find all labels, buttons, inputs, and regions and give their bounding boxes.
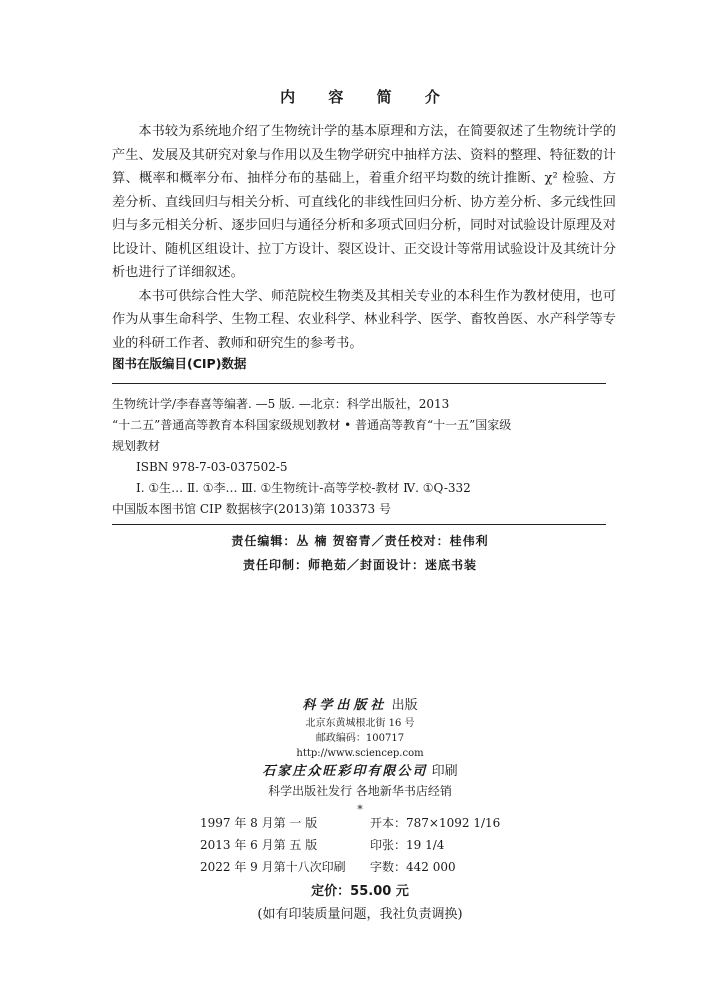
star-separator: * <box>357 803 363 816</box>
distribution-line: 科学出版社发行 各地新华书店经销 <box>268 784 452 798</box>
edition-spec: 字数：442 000 <box>370 860 456 874</box>
edition-row <box>200 856 500 878</box>
cip-top-rule <box>112 383 606 384</box>
cip-series-line-cont: 规划教材 <box>112 439 161 453</box>
quality-notice: (如有印装质量问题，我社负责调换) <box>257 907 463 922</box>
cip-title-line: 生物统计学/李春喜等编著. —5 版. —北京：科学出版社，2013 <box>112 397 450 411</box>
publisher-postcode: 邮政编码：100717 <box>315 733 405 744</box>
editor-credits: 责任编辑：丛 楠 贺窑青／责任校对：桂伟利 <box>231 534 489 548</box>
printer-line <box>0 762 720 782</box>
cip-isbn: ISBN 978-7-03-037502-5 <box>136 460 288 474</box>
cip-classification: Ⅰ. ①生… Ⅱ. ①李… Ⅲ. ①生物统计-高等学校-教材 Ⅳ. ①Q-332 <box>136 481 471 495</box>
publisher-logo: 科学出版社 <box>302 698 388 713</box>
publisher-line <box>0 696 720 716</box>
cip-series-line: “十二五”普通高等教育本科国家级规划教材 • 普通高等教育“十一五”国家级 <box>112 418 512 432</box>
edition-spec: 开本：787×1092 1/16 <box>370 816 501 830</box>
publisher-suffix: 出版 <box>391 698 418 713</box>
printer-suffix: 印刷 <box>431 764 458 779</box>
edition-date: 2022 年 9 月第十八次印刷 <box>200 860 346 874</box>
page-title: 内 容 简 介 <box>280 88 454 106</box>
edition-spec: 印张：19 1/4 <box>370 838 445 852</box>
edition-row <box>200 812 500 834</box>
summary-paragraph-1: 本书较为系统地介绍了生物统计学的基本原理和方法，在简要叙述了生物统计学的产生、发展及其研究对象与作用以及生物学研究中抽样方法、资料的整理、特征数的计算、概率和概率分布、抽样分布的基础上，着重介绍平均数的统计推断、χ² 检验、方差分析、直线回归与相关分析、可直线化的非线性回归分析、协方差分析、多元线性回归与多元相关分析、逐步回归与通径分析和多项式回归分析，同时对试验设计原理及对比设计、随机区组设计、拉丁方设计、裂区设计、正交设计等常用试验设计及其统计分析也进行了详细叙述。 <box>112 124 616 280</box>
edition-table <box>200 812 500 878</box>
content-summary <box>112 120 616 355</box>
production-credits: 责任印制：师艳茹／封面设计：迷底书装 <box>242 558 477 572</box>
price: 定价：55.00 元 <box>311 884 409 899</box>
imprint-block <box>0 696 720 818</box>
cip-bottom-rule <box>112 524 606 525</box>
edition-date: 1997 年 8 月第 一 版 <box>200 816 318 830</box>
printer-logo: 石家庄众旺彩印有限公司 <box>262 764 428 779</box>
edition-date: 2013 年 6 月第 五 版 <box>200 838 318 852</box>
cip-data-block <box>112 394 606 520</box>
summary-paragraph-2: 本书可供综合性大学、师范院校生物类及其相关专业的本科生作为教材使用，也可作为从事生命科学、生物工程、农业科学、林业科学、医学、畜牧兽医、水产科学等专业的科研工作者、教师和研究生的参考书。 <box>112 288 616 351</box>
edition-row <box>200 834 500 856</box>
cip-number: 中国版本图书馆 CIP 数据核字(2013)第 103373 号 <box>112 502 391 516</box>
publisher-website: http://www.sciencep.com <box>296 748 424 759</box>
publisher-address: 北京东黄城根北街 16 号 <box>305 718 415 729</box>
cip-heading: 图书在版编目(CIP)数据 <box>112 356 247 371</box>
